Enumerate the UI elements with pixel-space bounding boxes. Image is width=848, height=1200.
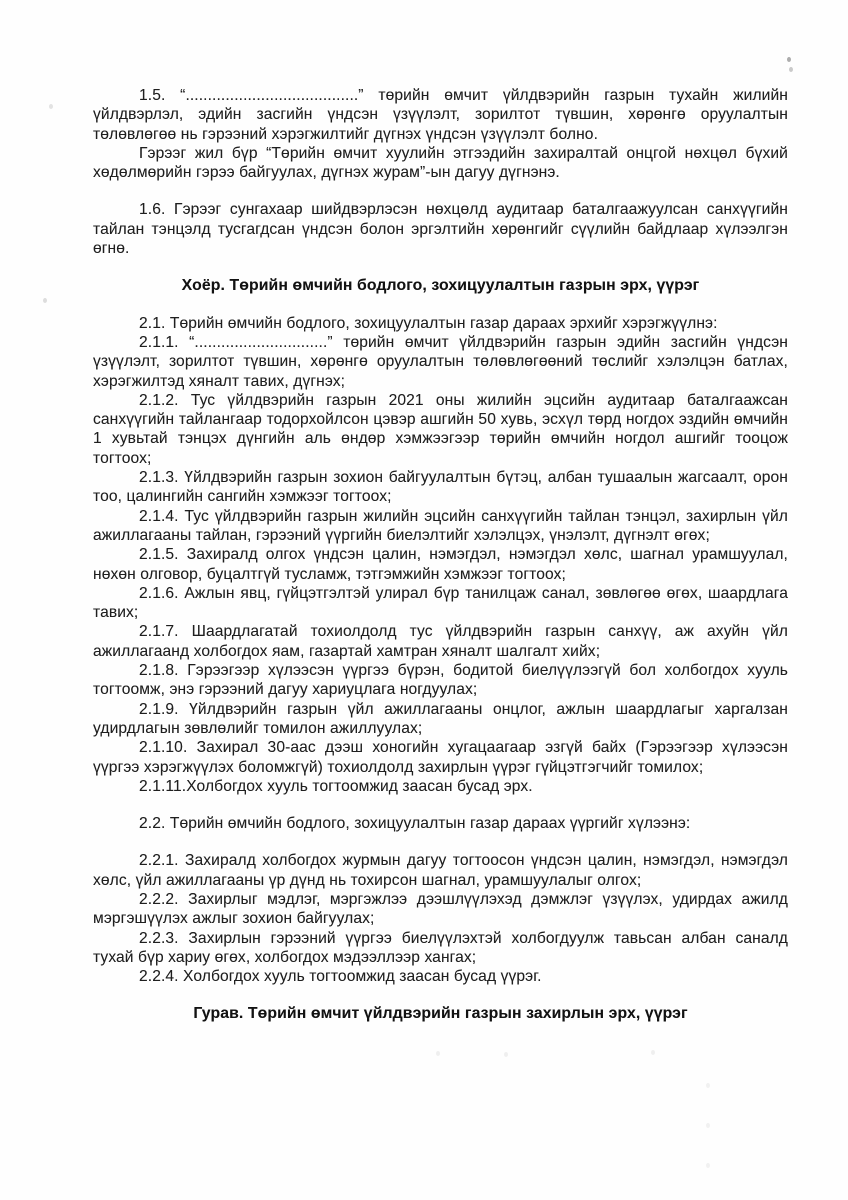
section-heading: Гурав. Төрийн өмчит үйлдвэрийн газрын захирлын эрх, үүрэг	[193, 1005, 688, 1023]
section-heading: Хоёр. Төрийн өмчийн бодлого, зохицуулалтын газрын эрх, үүрэг	[181, 277, 700, 295]
scan-speck	[706, 1123, 710, 1128]
paragraph: 2.2. Төрийн өмчийн бодлого, зохицуулалтын газар дараах үүргийг хүлээнэ:	[139, 815, 691, 833]
paragraph: 2.2.3. Захирлын гэрээний үүргээ биелүүлэхтэй холбогдуулж тавьсан албан саналд тухай бүр хариу өгөх, холбогдох мэдээллээр хангах;	[93, 929, 788, 966]
paragraph: 2.1. Төрийн өмчийн бодлого, зохицуулалтын газар дараах эрхийг хэрэгжүүлнэ:	[139, 314, 718, 332]
paragraph: 2.2.1. Захиралд холбогдох журмын дагуу тогтоосон үндсэн цалин, нэмэгдэл, нэмэгдэл хөлс, үйл ажиллагааны үр дүнд нь тохирсон шагнал, урамшуулалыг олгох;	[93, 852, 788, 889]
paragraph: 2.1.10. Захирал 30-аас дээш хоногийн хугацаагаар эзгүй байх (Гэрээгээр хүлээсэн үүргээ хэрэгжүүлэх боломжгүй) тохиолдолд захирлын үүрэг гүйцэтгэгчийг томилох;	[93, 739, 788, 776]
paragraph: 2.1.4. Тус үйлдвэрийн газрын жилийн эцсийн санхүүгийн тайлан тэнцэл, захирлын үйл ажиллагааны тайлан, гэрээний үүргийн биелэлтийг хэлэлцэх, үнэлэлт, дүгнэлт өгөх;	[93, 507, 788, 544]
paragraph: 2.1.8. Гэрээгээр хүлээсэн үүргээ бүрэн, бодитой биелүүлээгүй бол холбогдох хууль тогтоомж, энэ гэрээний дагуу хариуцлага ногдуулах;	[93, 662, 788, 699]
paragraph: 2.2.2. Захирлыг мэдлэг, мэргэжлээ дээшлүүлэхэд дэмжлэг үзүүлэх, удирдах ажилд мэргэшүүлэх ажлыг зохион байгуулах;	[93, 890, 788, 928]
paragraph: 1.5. “.......................................” төрийн өмчит үйлдвэрийн газрын тухайн жилийн үйлдвэрлэл, эдийн засгийн үндсэн үзүүлэлт, зорилтот түвшин, хөрөнгө оруулалтын төлөвлөгөө нь гэрээний хэрэгжилтийг дүгнэх үндсэн үзүүлэлт болно.	[93, 87, 788, 143]
scan-speck	[706, 1163, 710, 1168]
scan-speck	[787, 57, 791, 62]
scan-speck	[436, 1051, 440, 1056]
paragraph: 2.2.4. Холбогдох хууль тогтоомжид заасан бусад үүрэг.	[139, 968, 542, 986]
paragraph: 2.1.11.Холбогдох хууль тогтоомжид заасан бусад эрх.	[139, 777, 533, 795]
paragraph: 2.1.6. Ажлын явц, гүйцэтгэлтэй улирал бүр танилцаж санал, зөвлөгөө өгөх, шаардлага тавих;	[93, 584, 788, 622]
paragraph: 2.1.2. Тус үйлдвэрийн газрын 2021 оны жилийн эцсийн аудитаар баталгаажсан санхүүгийн тайлангаар тодорхойлсон цэвэр ашгийн 50 хувь, эсхүл төрд ногдох эздийн өмчийн 1 хувьтай тэнцэх дүнгийн аль өндөр хэмжээгээр төрийн өмчийн ногдол ашгийг тооцож тогтоох;	[93, 391, 788, 467]
scan-speck	[49, 104, 53, 109]
scan-speck	[789, 67, 793, 72]
paragraph: 1.6. Гэрээг сунгахаар шийдвэрлэсэн нөхцөлд аудитаар баталгаажуулсан санхүүгийн тайлан тэнцэлд тусгагдсан үндсэн болон эргэлтийн хөрөнгийг сүүлийн байдлаар хүлээлгэн өгнө.	[93, 201, 788, 258]
paragraph: 2.1.7. Шаардлагатай тохиолдолд тус үйлдвэрийн газрын санхүү, аж ахуйн үйл ажиллагаанд холбогдох яам, газартай хамтран хяналт шалгалт хийх;	[93, 623, 788, 660]
document-content	[93, 86, 788, 1024]
scan-speck	[43, 298, 47, 303]
paragraph: 2.1.1. “..............................” төрийн өмчит үйлдвэрийн газрын эдийн засгийн үндсэн үзүүлэлт, зорилтот түвшин, хөрөнгө оруулалтын төлөвлөгөөний төслийг хэлэлцэн батлах, хэрэгжилтэд хяналт тавих, дүгнэх;	[93, 333, 788, 390]
scan-speck	[706, 1083, 710, 1088]
scan-speck	[504, 1052, 508, 1057]
paragraph: 2.1.3. Үйлдвэрийн газрын зохион байгуулалтын бүтэц, албан тушаалын жагсаалт, орон тоо, цалингийн сангийн хэмжээг тогтоох;	[93, 469, 788, 506]
scan-speck	[651, 1050, 655, 1055]
paragraph: Гэрээг жил бүр “Төрийн өмчит хуулийн этгээдийн захиралтай онцгой нөхцөл бүхий хөдөлмөрийн гэрээ байгуулах, дүгнэх журам”-ын дагуу дүгнэнэ.	[93, 144, 788, 182]
paragraph: 2.1.5. Захиралд олгох үндсэн цалин, нэмэгдэл, нэмэгдэл хөлс, шагнал урамшуулал, нөхөн олговор, буцалтгүй тусламж, тэтгэмжийн хэмжээг тогтоох;	[93, 546, 788, 583]
paragraph: 2.1.9. Үйлдвэрийн газрын үйл ажиллагааны онцлог, ажлын шаардлагыг харгалзан удирдлагын зөвлөлийг томилон ажиллуулах;	[93, 700, 788, 737]
